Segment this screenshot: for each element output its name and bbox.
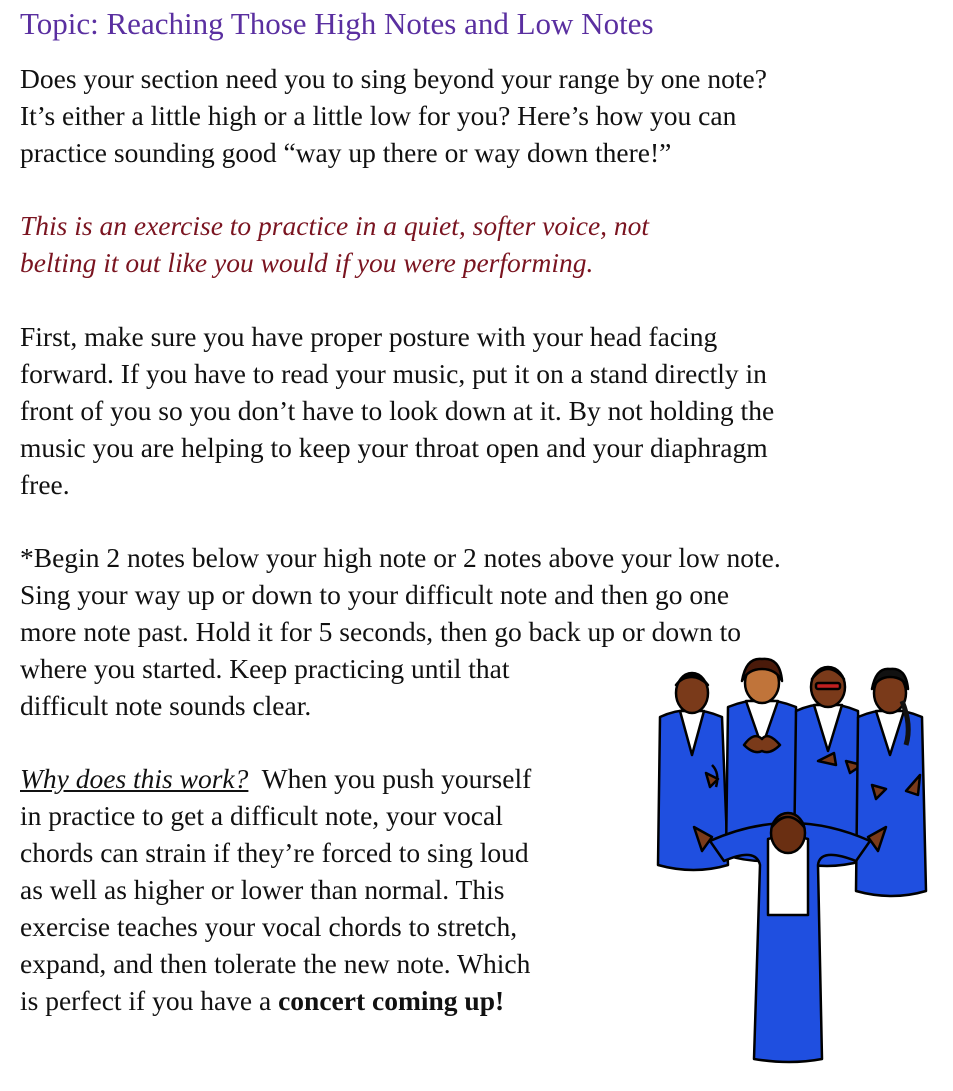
why-line: chords can strain if they’re forced to sing loud (20, 837, 529, 868)
steps-line: difficult note sounds clear. (20, 690, 312, 721)
posture-line: First, make sure you have proper posture with your head facing (20, 321, 718, 352)
intro-line: Does your section need you to sing beyond your range by one note? (20, 63, 767, 94)
why-line (20, 982, 531, 1019)
why-line: exercise teaches your vocal chords to stretch, (20, 911, 518, 942)
why-last-prefix: is perfect if you have a (20, 985, 279, 1016)
intro-line: practice sounding good “way up there or way down there!” (20, 137, 672, 168)
why-question: Why does this work? (20, 763, 249, 794)
why-line: expand, and then tolerate the new note. Which (20, 948, 531, 979)
singer-figure (856, 669, 926, 896)
steps-line: where you started. Keep practicing until that (20, 653, 510, 684)
warning-line: belting it out like you would if you were performing. (20, 247, 594, 278)
intro-paragraph (20, 60, 767, 171)
director-figure (694, 813, 886, 1062)
steps-line: *Begin 2 notes below your high note or 2 notes above your low note. (20, 542, 781, 573)
steps-line: more note past. Hold it for 5 seconds, then go back up or down to (20, 616, 741, 647)
posture-line: front of you so you don’t have to look down at it. By not holding the (20, 395, 775, 426)
why-line: in practice to get a difficult note, your vocal (20, 800, 503, 831)
warning-line: This is an exercise to practice in a quiet, softer voice, not (20, 210, 650, 241)
posture-paragraph (20, 318, 774, 503)
why-line-rest: When you push yourself (248, 763, 532, 794)
intro-line: It’s either a little high or a little low for you? Here’s how you can (20, 100, 737, 131)
concert-emphasis: concert coming up! (278, 985, 505, 1016)
posture-line: forward. If you have to read your music, put it on a stand directly in (20, 358, 767, 389)
steps-line: Sing your way up or down to your difficult note and then go one (20, 579, 730, 610)
why-line: as well as higher or lower than normal. This (20, 874, 505, 905)
why-paragraph (20, 760, 531, 1019)
posture-line: music you are helping to keep your throat open and your diaphragm (20, 432, 768, 463)
page-title: Topic: Reaching Those High Notes and Low Notes (20, 6, 654, 41)
why-line (20, 760, 531, 797)
choir-singers-icon (650, 655, 930, 1065)
posture-line: free. (20, 469, 70, 500)
warning-paragraph (20, 207, 649, 281)
